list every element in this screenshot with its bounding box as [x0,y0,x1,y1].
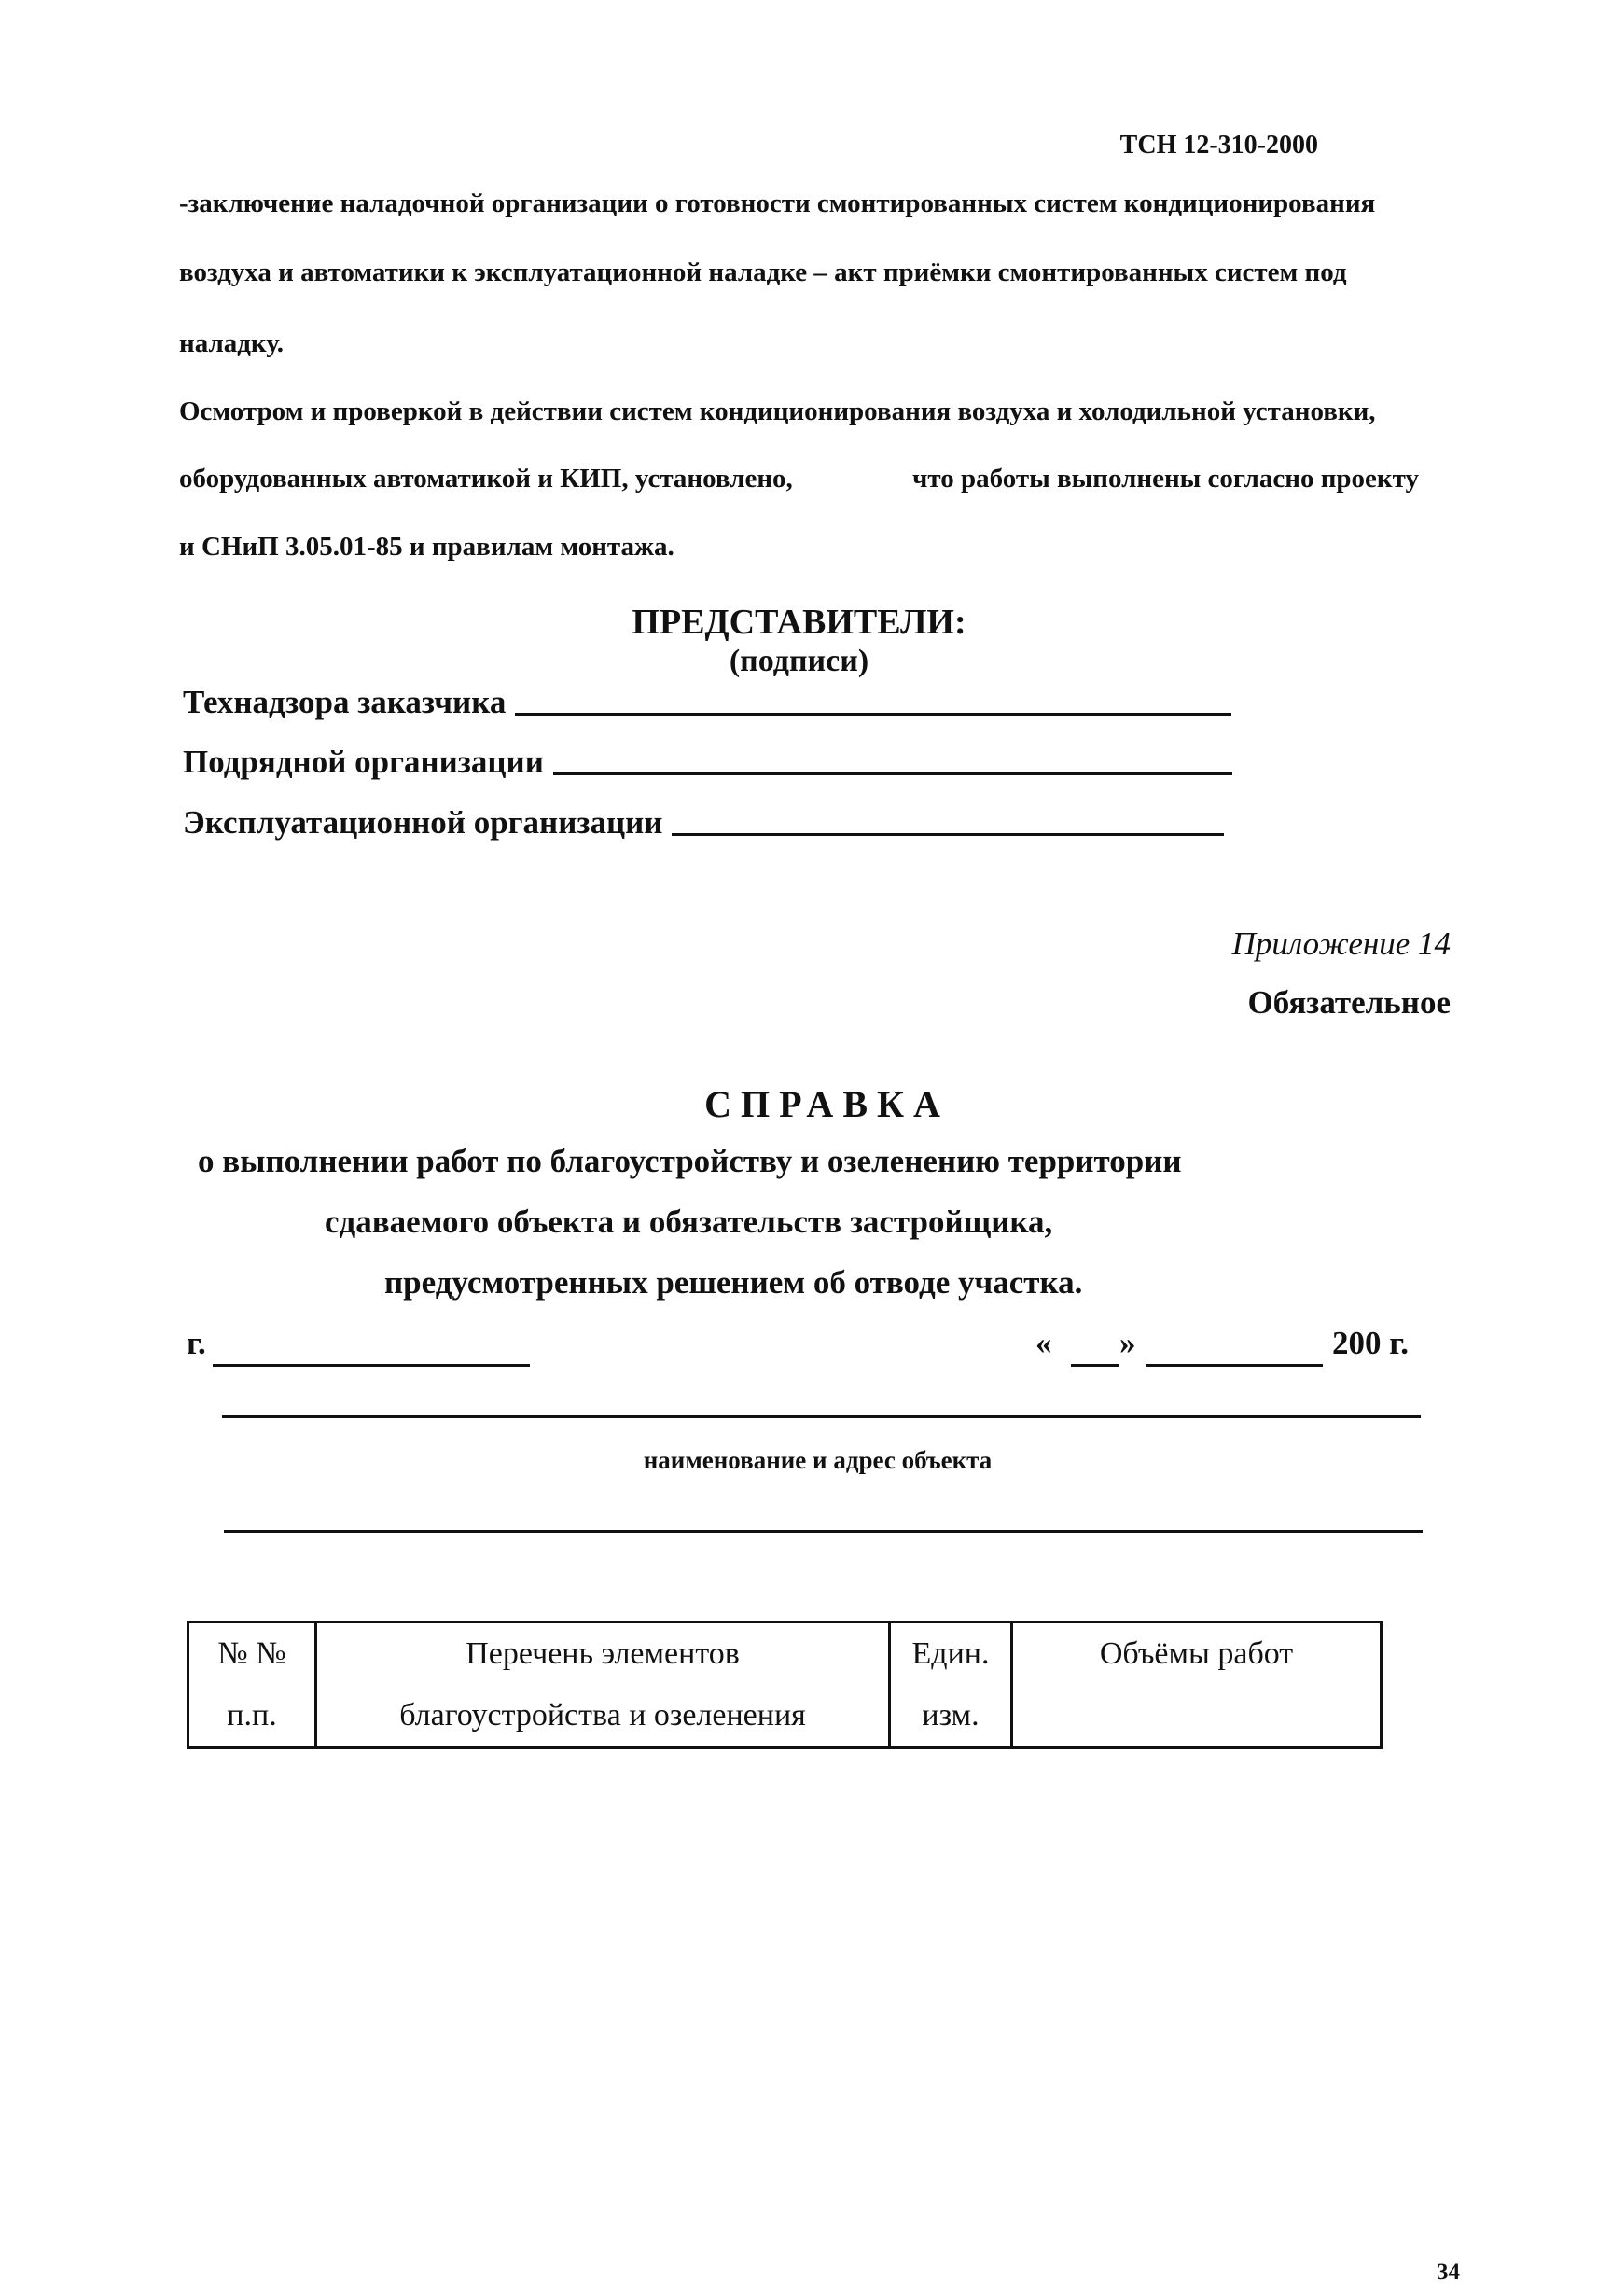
intro-line-3: наладку. [179,328,285,358]
signature-label: Технадзора заказчика [183,684,507,720]
signature-row-operator [183,804,1224,842]
page-number: 34 [1437,2260,1460,2285]
date-close-quote: » [1119,1325,1136,1361]
document-code: ТСН 12-310-2000 [1119,131,1318,160]
intro-line-2: воздуха и автоматики к эксплуатационной наладке – акт приёмки смонтированных систем под [179,257,1347,287]
representatives-subtitle: (подписи) [729,644,869,678]
date-open-quote: « [1035,1325,1052,1361]
intro-line-5a: оборудованных автоматикой и КИП, установлено, [179,464,793,494]
table-header-row [188,1622,1382,1748]
signature-row-contractor [183,744,1232,781]
works-table [187,1621,1383,1749]
signature-row-customer [183,684,1231,721]
header-cell-volume [1012,1622,1382,1748]
header-text: благоустройства и озеленения [399,1698,806,1732]
intro-line-4: Осмотром и проверкой в действии систем кондиционирования воздуха и холодильной установки, [179,397,1376,426]
intro-line-5b: что работы выполнены согласно проекту [912,464,1419,494]
certificate-subtitle-3: предусмотренных решением об отводе участка. [384,1264,1083,1301]
day-blank-line [1071,1364,1119,1367]
intro-line-1: -заключение наладочной организации о готовности смонтированных систем кондиционирования [179,188,1376,218]
header-cell-number [188,1622,316,1748]
annex-label: Приложение 14 [1231,925,1451,962]
intro-line-6: и СНиП 3.05.01-85 и правилам монтажа. [179,532,674,562]
header-text: изм. [922,1698,980,1732]
object-address-line [224,1530,1423,1533]
header-cell-elements [316,1622,890,1748]
header-text [1013,1685,1380,1746]
header-text: № № [217,1636,286,1671]
object-caption: наименование и адрес объекта [643,1446,993,1474]
header-text: Объёмы работ [1099,1636,1294,1671]
header-text: п.п. [227,1698,277,1732]
year-label: 200 г. [1332,1325,1409,1361]
certificate-title: СПРАВКА [704,1083,950,1125]
month-blank-line [1146,1364,1323,1367]
signature-line [553,772,1232,775]
annex-status: Обязательное [1247,984,1451,1021]
signature-label: Эксплуатационной организации [183,804,663,841]
certificate-subtitle-2: сдаваемого объекта и обязательств застройщика, [325,1204,1053,1240]
city-prefix: г. [187,1325,206,1361]
certificate-subtitle-1: о выполнении работ по благоустройству и озеленению территории [198,1143,1182,1179]
city-blank-line [213,1364,530,1367]
header-text: Перечень элементов [466,1636,740,1671]
representatives-title: ПРЕДСТАВИТЕЛИ: [632,603,966,642]
header-text: Един. [911,1636,990,1671]
signature-line [515,713,1231,716]
signature-line [672,833,1224,836]
object-name-line [222,1415,1421,1418]
signature-label: Подрядной организации [183,744,544,780]
header-cell-unit [890,1622,1012,1748]
